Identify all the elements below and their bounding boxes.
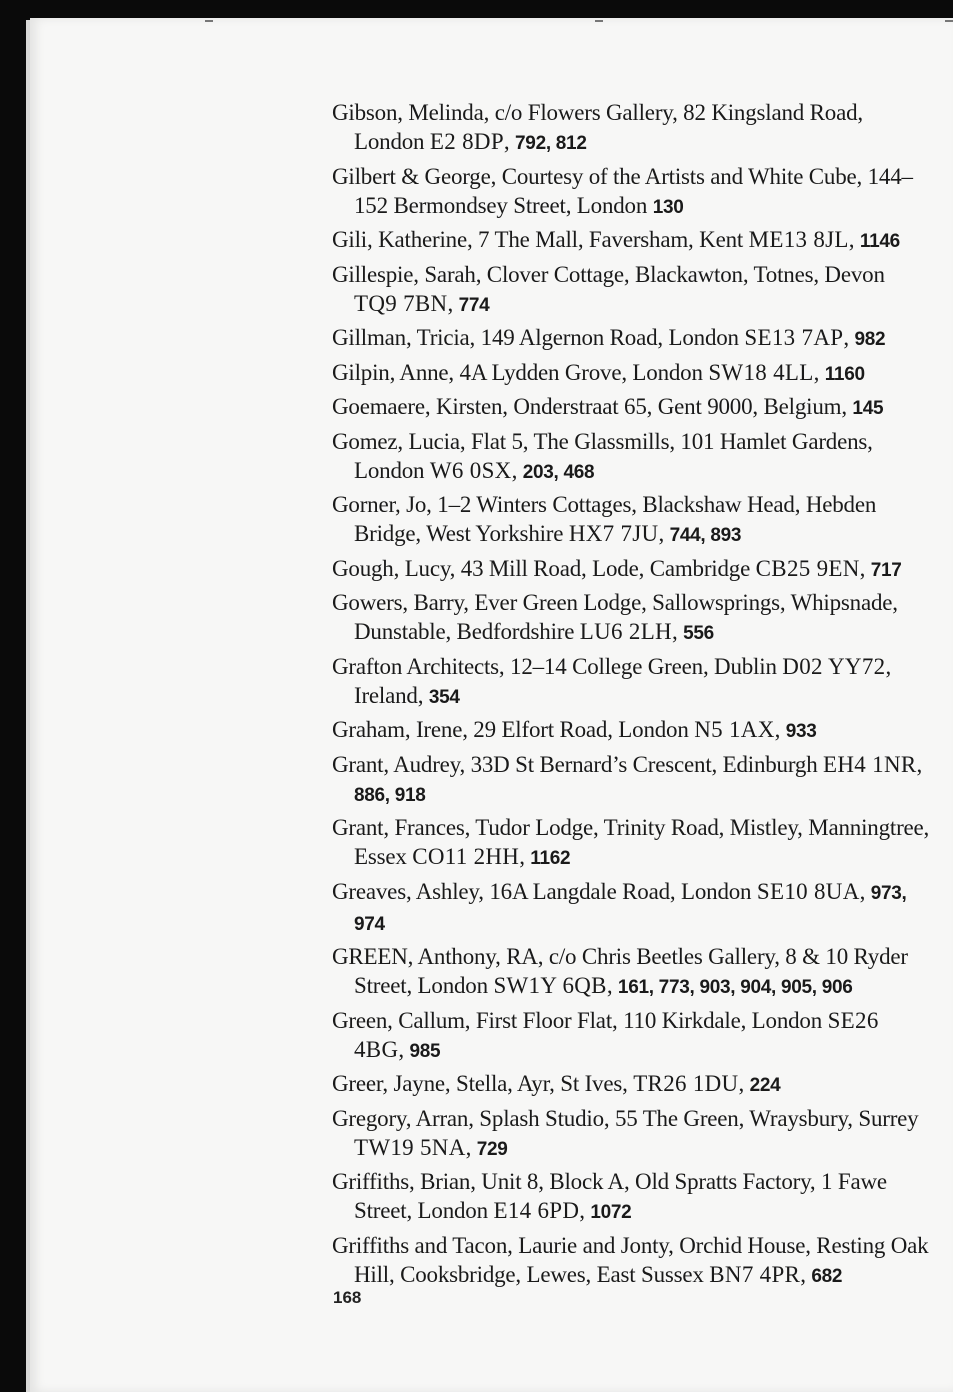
entry-pages: 1072: [590, 1202, 632, 1223]
index-entry: Gili, Katherine, 7 The Mall, Faversham, Kent ME13 8JL, 1146: [332, 227, 900, 252]
index-entry: Gomez, Lucia, Flat 5, The Glassmills, 101 Hamlet Gardens, London W6 0SX, 203, 468: [332, 428, 873, 483]
index-entry: GREEN, Anthony, RA, c/o Chris Beetles Gallery, 8 & 10 Ryder Street, London SW1Y 6QB, 161, 773, 903, 904, 905, 906: [332, 944, 908, 998]
entry-postcode: BN7 4PR: [709, 1261, 801, 1287]
index-entry: Griffiths and Tacon, Laurie and Jonty, Orchid House, Resting Oak Hill, Cooksbridge, Lewes, East Sussex BN7 4PR, 682: [332, 1232, 929, 1287]
index-entries: [332, 98, 932, 1294]
entry-pages: 982: [854, 329, 886, 350]
entry-pages: 717: [870, 559, 902, 581]
entry-text: Gowers, Barry, Ever Green Lodge, Sallowsprings, Whipsnade, Dunstable, Bedfordshire: [332, 590, 898, 644]
entry-text: Gili, Katherine, 7 The Mall, Faversham, Kent: [332, 227, 749, 252]
entry-pages: 973, 974: [354, 882, 907, 935]
entry-postcode: SE26 4BG: [354, 1007, 879, 1062]
page-number: 168: [333, 1288, 362, 1307]
index-entry: Grant, Audrey, 33D St Bernard’s Crescent, Edinburgh EH4 1NR, 886, 918: [332, 751, 923, 806]
index-entry: Gowers, Barry, Ever Green Lodge, Sallowsprings, Whipsnade, Dunstable, Bedfordshire LU6 2LH, 556: [332, 590, 898, 644]
index-entry: Gilpin, Anne, 4A Lydden Grove, London SW18 4LL, 1160: [332, 359, 865, 385]
entry-text: Gillman, Tricia, 149 Algernon Road, London: [332, 325, 745, 350]
entry-pages: 933: [785, 721, 817, 742]
entry-text: Green, Callum, First Floor Flat, 110 Kirkdale, London: [332, 1007, 828, 1033]
index-entry: Gillman, Tricia, 149 Algernon Road, London SE13 7AP, 982: [332, 325, 886, 350]
entry-pages: 886, 918: [354, 784, 426, 806]
entry-postcode: LU6 2LH: [579, 619, 672, 644]
entry-text: Gibson, Melinda, c/o Flowers Gallery, 82 Kingsland Road, London: [332, 100, 863, 154]
entry-text: Grant, Frances, Tudor Lodge, Trinity Road, Mistley, Manningtree, Essex: [332, 815, 930, 869]
entry-postcode: SE13 7AP: [744, 325, 844, 350]
entry-text: Graham, Irene, 29 Elfort Road, London: [332, 717, 695, 742]
entry-pages: 145: [852, 398, 884, 419]
index-entry: Grant, Frances, Tudor Lodge, Trinity Road, Mistley, Manningtree, Essex CO11 2HH, 1162: [332, 815, 930, 869]
entry-postcode: SW18 4LL: [708, 359, 814, 385]
index-entry: Griffiths, Brian, Unit 8, Block A, Old Spratts Factory, 1 Fawe Street, London E14 6PD, 1072: [332, 1169, 887, 1223]
entry-postcode: CO11 2HH: [412, 844, 520, 869]
entry-pages: 682: [811, 1265, 843, 1287]
entry-pages: 203, 468: [522, 461, 595, 483]
entry-postcode: SE10 8UA: [756, 878, 860, 904]
entry-postcode: N5 1AX: [694, 717, 775, 742]
index-entry: Green, Callum, First Floor Flat, 110 Kirkdale, London SE26 4BG, 985: [332, 1007, 879, 1062]
entry-pages: 224: [749, 1075, 781, 1096]
entry-text: Grant, Audrey, 33D St Bernard’s Crescent, Edinburgh: [332, 751, 824, 777]
entry-text: Greer, Jayne, Stella, Ayr, St Ives,: [332, 1071, 634, 1096]
crop-mark: [595, 20, 603, 22]
entry-pages: 744, 893: [669, 525, 742, 546]
entry-pages: 774: [458, 294, 490, 316]
entry-pages: 1146: [859, 231, 900, 252]
entry-pages: 556: [683, 623, 714, 644]
index-entry: Gough, Lucy, 43 Mill Road, Lode, Cambridge CB25 9EN, 717: [332, 555, 902, 581]
entry-postcode: ME13 8JL: [748, 227, 849, 252]
entry-postcode: D02 YY72: [782, 653, 886, 679]
entry-text: Gilbert & George, Courtesy of the Artists and White Cube, 144–152 Bermondsey Street, London: [332, 163, 913, 218]
index-entry: Gregory, Arran, Splash Studio, 55 The Green, Wraysbury, Surrey TW19 5NA, 729: [332, 1105, 919, 1160]
entry-pages: 1160: [824, 363, 865, 385]
entry-postcode: EH4 1NR: [823, 751, 917, 777]
entry-text: Gilpin, Anne, 4A Lydden Grove, London: [332, 359, 709, 385]
entry-postcode: TQ9 7BN: [354, 290, 448, 316]
entry-pages: 161, 773, 903, 904, 905, 906: [617, 977, 853, 998]
index-entry: Graham, Irene, 29 Elfort Road, London N5 1AX, 933: [332, 717, 817, 742]
entry-text: Gomez, Lucia, Flat 5, The Glassmills, 101 Hamlet Gardens, London: [332, 428, 873, 483]
index-entry: Gillespie, Sarah, Clover Cottage, Blackawton, Totnes, Devon TQ9 7BN, 774: [332, 261, 885, 316]
entry-suffix: , Ireland,: [354, 653, 891, 708]
entry-postcode: SW1Y 6QB: [493, 973, 607, 998]
entry-text: Gough, Lucy, 43 Mill Road, Lode, Cambridge: [332, 555, 756, 581]
crop-mark: [945, 20, 953, 22]
entry-postcode: HX7 7JU: [568, 521, 659, 546]
entry-text: Griffiths and Tacon, Laurie and Jonty, Orchid House, Resting Oak Hill, Cooksbridge, Lewes, East Sussex: [332, 1232, 929, 1287]
entry-pages: 1162: [530, 848, 571, 869]
index-entry: [332, 392, 932, 423]
entry-pages: 985: [409, 1040, 441, 1062]
entry-postcode: TW19 5NA: [354, 1134, 466, 1160]
entry-postcode: E2 8DP: [429, 129, 504, 154]
index-entry: [332, 652, 932, 712]
entry-text: Gillespie, Sarah, Clover Cottage, Blackawton, Totnes, Devon: [332, 261, 885, 287]
crop-mark: [205, 20, 213, 22]
entry-text: Griffiths, Brian, Unit 8, Block A, Old Spratts Factory, 1 Fawe Street, London: [332, 1169, 887, 1223]
entry-postcode: CB25 9EN: [755, 555, 860, 581]
index-entry: [332, 162, 932, 222]
entry-text: GREEN, Anthony, RA, c/o Chris Beetles Gallery, 8 & 10 Ryder Street, London: [332, 944, 908, 998]
entry-postcode: E14 6PD: [493, 1198, 580, 1223]
index-entry: Greer, Jayne, Stella, Ayr, St Ives, TR26 1DU, 224: [332, 1071, 781, 1096]
entry-pages: 729: [476, 1138, 508, 1160]
entry-text: Grafton Architects, 12–14 College Green, Dublin: [332, 653, 783, 679]
entry-pages: 354: [428, 686, 460, 708]
entry-pages: 130: [652, 196, 684, 218]
entry-text: Greaves, Ashley, 16A Langdale Road, London: [332, 878, 757, 904]
index-entry: Greaves, Ashley, 16A Langdale Road, London SE10 8UA, 973, 974: [332, 878, 907, 935]
entry-text: Gregory, Arran, Splash Studio, 55 The Green, Wraysbury, Surrey: [332, 1105, 919, 1131]
entry-text: Gorner, Jo, 1–2 Winters Cottages, Blackshaw Head, Hebden Bridge, West Yorkshire: [332, 492, 877, 546]
index-entry: Gorner, Jo, 1–2 Winters Cottages, Blackshaw Head, Hebden Bridge, West Yorkshire HX7 7JU, 744, 893: [332, 492, 877, 546]
index-entry: Gibson, Melinda, c/o Flowers Gallery, 82 Kingsland Road, London E2 8DP, 792, 812: [332, 100, 863, 154]
entry-postcode: TR26 1DU: [633, 1071, 739, 1096]
entry-postcode: W6 0SX: [429, 457, 512, 483]
entry-pages: 792, 812: [515, 133, 587, 154]
entry-text: Goemaere, Kirsten, Onderstraat 65, Gent 9000, Belgium,: [332, 394, 853, 419]
